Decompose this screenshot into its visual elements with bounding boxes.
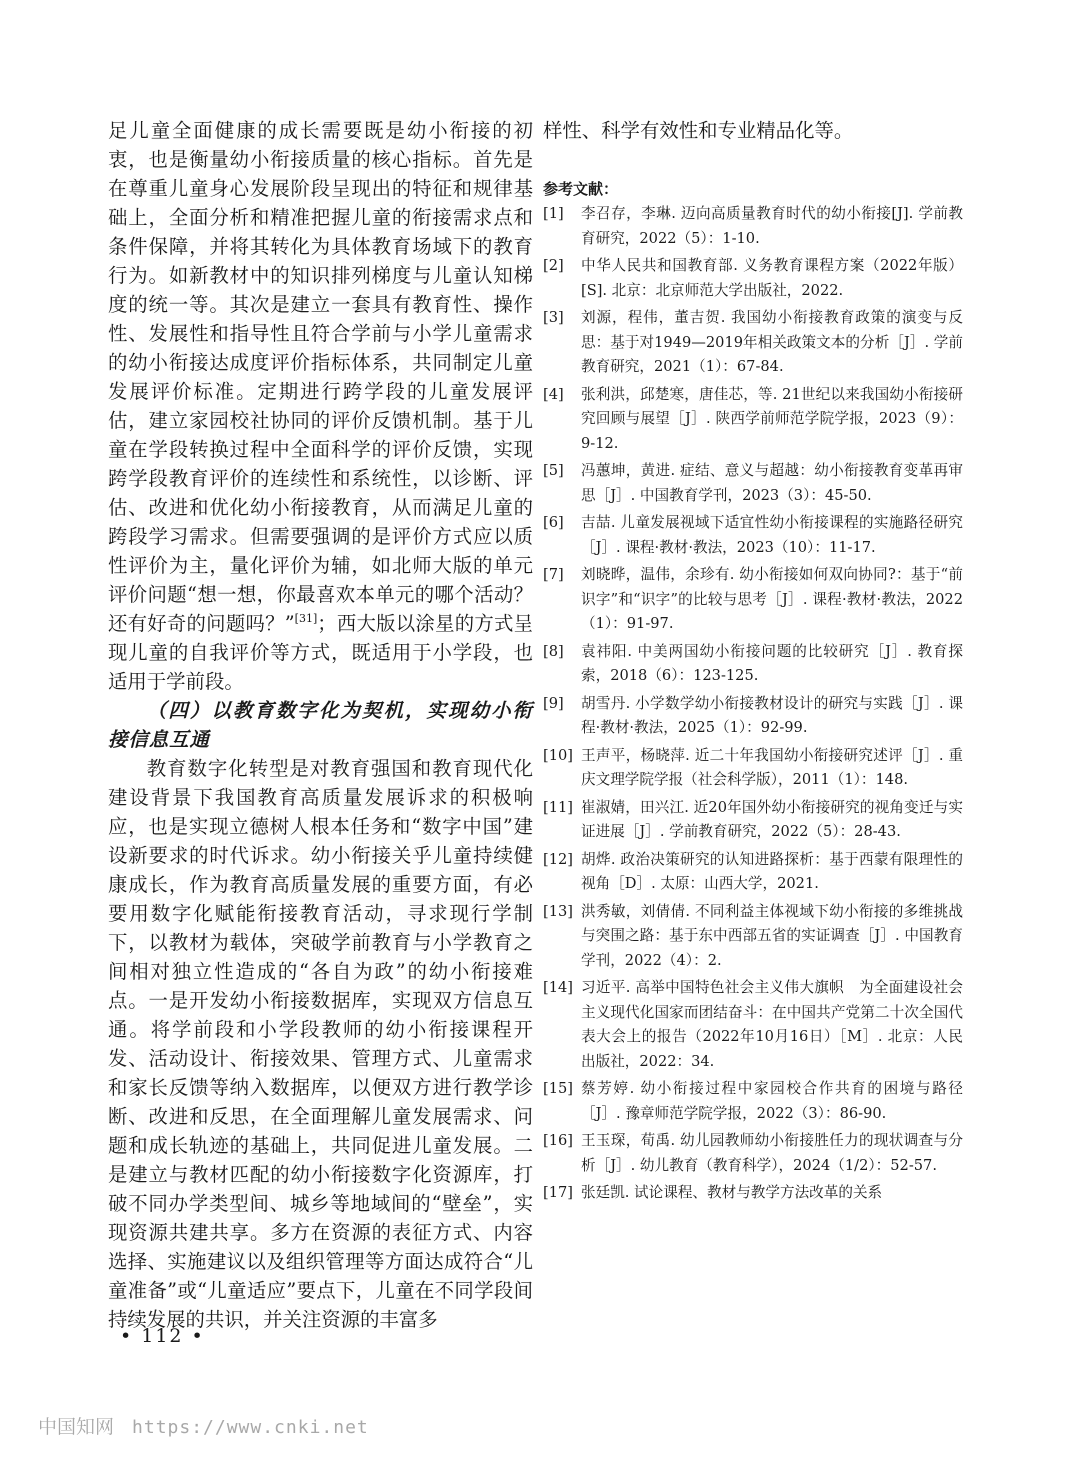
- reference-item: [543, 692, 963, 741]
- page-number: • 112 •: [120, 1325, 205, 1347]
- reference-item: [543, 254, 963, 303]
- reference-number: [12]: [543, 850, 573, 868]
- reference-item: [543, 202, 963, 251]
- reference-number: [4]: [543, 385, 564, 403]
- reference-number: [14]: [543, 979, 573, 996]
- left-column: [108, 116, 533, 1334]
- reference-text: 张利洪，邱楚寒，唐佳芯，等. 21世纪以来我国幼小衔接研究回顾与展望［J］. 陕西学前师范学院学报，2023（9）：9-12.: [581, 385, 963, 452]
- reference-list: [543, 202, 963, 1206]
- reference-item: [543, 640, 963, 689]
- reference-number: [13]: [543, 902, 573, 920]
- reference-text: 冯蕙坤，黄进. 症结、意义与超越：幼小衔接教育变革再审思［J］. 中国教育学刊，2023（3）：45-50.: [581, 462, 963, 504]
- reference-item: [543, 1181, 963, 1206]
- reference-text: 吉喆. 儿童发展视域下适宜性幼小衔接课程的实施路径研究［J］. 课程·教材·教法，2023（10）：11-17.: [581, 514, 963, 556]
- reference-text: 胡烨. 政治决策研究的认知进路探析：基于西蒙有限理性的视角［D］. 太原：山西大学，2021.: [581, 850, 963, 892]
- reference-number: [8]: [543, 642, 564, 660]
- reference-text: 王玉琛，荀禹. 幼儿园教师幼小衔接胜任力的现状调查与分析［J］. 幼儿教育（教育科学），2024（1/2）：52-57.: [581, 1132, 963, 1174]
- reference-text: 习近平. 高举中国特色社会主义伟大旗帜 为全面建设社会主义现代化国家而团结奋斗：在中国共产党第二十次全国代表大会上的报告（2022年10月16日）［M］. 北京：人民出版社，2022：34.: [581, 979, 963, 1070]
- watermark-url: https://www.cnki.net: [132, 1417, 369, 1438]
- reference-item: [543, 1077, 963, 1126]
- reference-text: 张廷凯. 试论课程、教材与教学方法改革的关系: [581, 1184, 883, 1201]
- section-subheading: （四）以教育数字化为契机，实现幼小衔接信息互通: [108, 699, 533, 751]
- reference-item: [543, 306, 963, 380]
- reference-number: [16]: [543, 1132, 573, 1149]
- reference-number: [7]: [543, 566, 564, 583]
- reference-text: 胡雪丹. 小学数学幼小衔接教材设计的研究与实践［J］. 课程·教材·教法，2025（1）：92-99.: [581, 694, 963, 736]
- reference-item: [543, 900, 963, 974]
- reference-number: [3]: [543, 309, 564, 326]
- reference-number: [17]: [543, 1184, 573, 1201]
- reference-item: [543, 383, 963, 457]
- watermark: [38, 1412, 369, 1439]
- reference-text: 王声平，杨晓萍. 近二十年我国幼小衔接研究述评［J］. 重庆文理学院学报（社会科学版），2011（1）：148.: [581, 746, 963, 788]
- watermark-site: 中国知网: [38, 1416, 115, 1438]
- reference-number: [2]: [543, 257, 564, 274]
- body-paragraph: 教育数字化转型是对教育强国和教育现代化建设背景下我国教育高质量发展诉求的积极响应，也是实现立德树人根本任务和“数字中国”建设新要求的时代诉求。幼小衔接关乎儿童持续健康成长，作为教育高质量发展的重要方面，有必要用数字化赋能衔接教育活动，寻求现行学制下，以教材为载体，突破学前教育与小学教育之间相对独立性造成的“各自为政”的幼小衔接难点。一是开发幼小衔接数据库，实现双方信息互通。将学前段和小学段教师的幼小衔接课程开发、活动设计、衔接效果、管理方式、儿童需求和家长反馈等纳入数据库，以便双方进行教学诊断、改进和反思，在全面理解儿童发展需求、问题和成长轨迹的基础上，共同促进儿童发展。二是建立与教材匹配的幼小衔接数字化资源库，打破不同办学类型间、城乡等地域间的“壁垒”，实现资源共建共享。多方在资源的表征方式、内容选择、实施建议以及组织管理等方面达成符合“儿童准备”或“儿童适应”要点下，儿童在不同学段间持续发展的共识，并关注资源的丰富多: [108, 757, 533, 1331]
- reference-item: [543, 459, 963, 508]
- reference-text: 蔡芳婷. 幼小衔接过程中家园校合作共育的困境与路径［J］. 豫章师范学院学报，2022（3）：86-90.: [581, 1080, 963, 1122]
- body-paragraph: 样性、科学有效性和专业精品化等。: [543, 119, 854, 142]
- reference-number: [10]: [543, 746, 573, 764]
- reference-item: [543, 1129, 963, 1178]
- reference-item: [543, 796, 963, 845]
- body-paragraph: [108, 116, 533, 696]
- paragraph-text: 足儿童全面健康的成长需要既是幼小衔接的初衷，也是衡量幼小衔接质量的核心指标。首先是在尊重儿童身心发展阶段呈现出的特征和规律基础上，全面分析和精准把握儿童的衔接需求点和条件保障，并将其转化为具体教育场域下的教育行为。如新教材中的知识排列梯度与儿童认知梯度的统一等。其次是建立一套具有教育性、操作性、发展性和指导性且符合学前与小学儿童需求的幼小衔接达成度评价指标体系，共同制定儿童发展评价标准。定期进行跨学段的儿童发展评估，建立家园校社协同的评价反馈机制。基于儿童在学段转换过程中全面科学的评价反馈，实现跨学段教育评价的连续性和系统性，以诊断、评估、改进和优化幼小衔接教育，从而满足儿童的跨段学习需求。但需要强调的是评价方式应以质性评价为主，量化评价为辅，如北师大版的单元评价问题“想一想，你最喜欢本单元的哪个活动？还有好奇的问题吗？”: [108, 119, 533, 635]
- paragraph-text: ；西大版以涂星的方式呈现儿童的自我评价等方式，既适用于小学段，也适用于学前段。: [108, 612, 534, 693]
- reference-number: [5]: [543, 462, 564, 479]
- reference-text: 袁祎阳. 中美两国幼小衔接问题的比较研究［J］. 教育探索，2018（6）：123-125.: [581, 642, 963, 684]
- reference-number: [1]: [543, 205, 564, 222]
- reference-text: 李召存，李琳. 迈向高质量教育时代的幼小衔接[J]. 学前教育研究，2022（5）：1-10.: [581, 205, 963, 247]
- reference-item: [543, 511, 963, 560]
- reference-item: [543, 848, 963, 897]
- right-column: [543, 116, 963, 1209]
- references-title: 参考文献：: [543, 180, 619, 198]
- reference-number: [9]: [543, 694, 564, 712]
- reference-text: 中华人民共和国教育部. 义务教育课程方案（2022年版）[S]. 北京：北京师范大学出版社，2022.: [581, 257, 963, 299]
- reference-text: 刘晓晔，温伟，余珍有. 幼小衔接如何双向协同?：基于“前识字”和“识字”的比较与思考［J］. 课程·教材·教法，2022（1）：91-97.: [581, 566, 963, 632]
- reference-item: [543, 744, 963, 793]
- reference-text: 洪秀敏，刘倩倩. 不同利益主体视域下幼小衔接的多维挑战与突围之路：基于东中西部五省的实证调查［J］. 中国教育学刊，2022（4）：2.: [581, 902, 963, 969]
- reference-text: 刘源，程伟，董吉贺. 我国幼小衔接教育政策的演变与反思：基于对1949—2019年相关政策文本的分析［J］. 学前教育研究，2021（1）：67-84.: [581, 309, 963, 375]
- reference-item: [543, 563, 963, 637]
- reference-number: [15]: [543, 1080, 573, 1097]
- reference-item: [543, 976, 963, 1074]
- reference-text: 崔淑婧，田兴江. 近20年国外幼小衔接研究的视角变迁与实证进展［J］. 学前教育研究，2022（5）：28-43.: [581, 798, 963, 840]
- citation-marker: [31]: [294, 612, 318, 625]
- reference-number: [11]: [543, 798, 573, 816]
- reference-number: [6]: [543, 514, 564, 531]
